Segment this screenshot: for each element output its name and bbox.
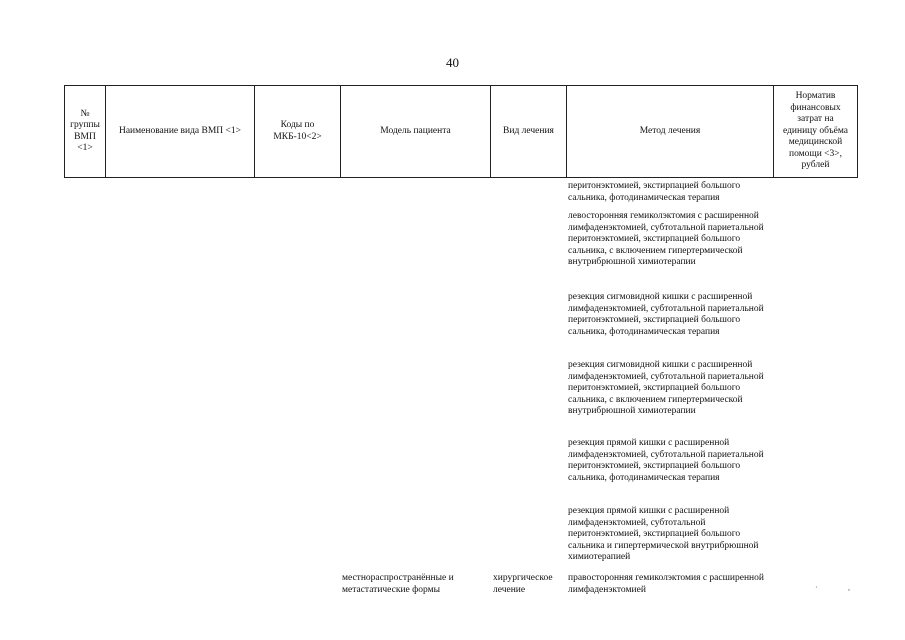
patient-model-cell: местнораспространённые и метастатические формы	[342, 573, 454, 595]
header-patient-model: Модель пациента	[380, 125, 451, 136]
header-norm-cost: Норматив финансовых затрат на единицу объёма медицинской помощи <3>, рублей	[782, 91, 849, 171]
treatment-method-item: резекция сигмовидной кишки с расширенной лимфаденэктомией, субтотальной париетальной перитонэктомией, экстирпацией большого сальника, фотодинамическая терапия	[568, 292, 764, 337]
header-icd-codes: Коды по МКБ-10<2>	[273, 120, 322, 142]
page-number: 40	[446, 55, 459, 70]
treatment-type-cell: хирургическое лечение	[493, 573, 553, 595]
treatment-method-item: левосторонняя гемиколэктомия с расширенной лимфаденэктомией, субтотальной париетальной перитонэктомией, экстирпацией большого сальника, с включением гипертермической внутрибрюшной химиотерапии	[568, 211, 764, 267]
header-treatment-method: Метод лечения	[639, 125, 701, 136]
treatment-method-item: резекция прямой кишки с расширенной лимфаденэктомией, субтотальной перитонэктомией, экстирпацией большого сальника и гипертермической внутрибрюшной химиотерапией	[568, 506, 759, 562]
header-treatment-type: Вид лечения	[503, 125, 554, 136]
treatment-method-item: резекция прямой кишки с расширенной лимфаденэктомией, субтотальной париетальной перитонэктомией, экстирпацией большого сальника, фотодинамическая терапия	[568, 438, 764, 483]
table-header-bottom-border	[64, 177, 857, 178]
treatment-method-item: резекция сигмовидной кишки с расширенной лимфаденэктомией, субтотальной париетальной перитонэктомией, экстирпацией большого сальника, с включением гипертермической внутрибрюшной химиотерапии	[568, 360, 764, 416]
scan-mark: ·	[815, 583, 818, 592]
scan-mark: ,	[848, 583, 850, 592]
column-divider	[857, 85, 858, 178]
treatment-method-item: перитонэктомией, экстирпацией большого сальника, фотодинамическая терапия	[568, 181, 741, 203]
header-group-number: № группы ВМП <1>	[70, 108, 100, 153]
header-vmp-name: Наименование вида ВМП <1>	[118, 125, 242, 136]
treatment-method-cell: правосторонняя гемиколэктомия с расширенной лимфаденэктомией	[568, 573, 764, 595]
